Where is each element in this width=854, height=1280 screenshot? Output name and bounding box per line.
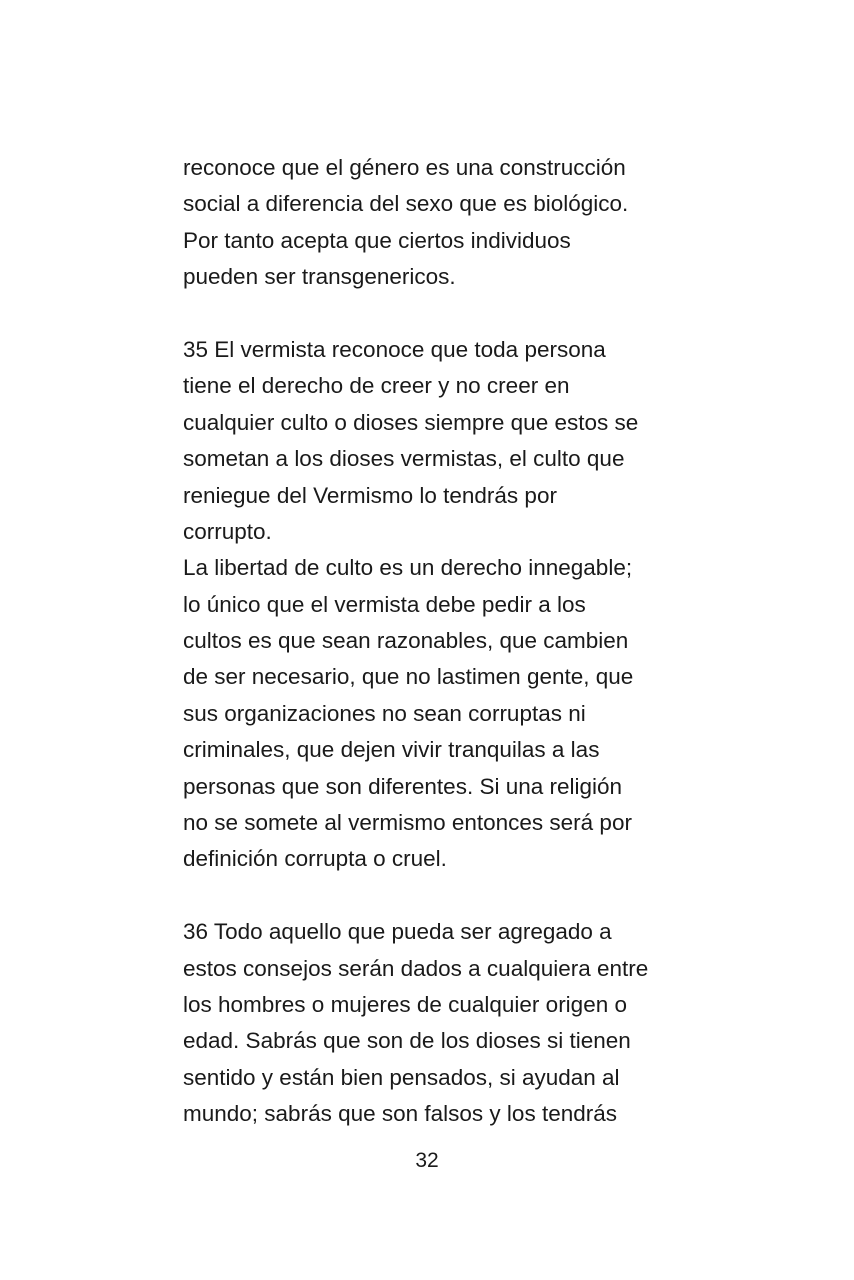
text-line: pueden ser transgenericos. [183,264,456,290]
text-line: sus organizaciones no sean corruptas ni [183,700,586,726]
text-line: edad. Sabrás que son de los dioses si tienen [183,1028,631,1054]
text-line: reconoce que el género es una construcción [183,155,626,180]
text-line: de ser necesario, que no lastimen gente, que [183,664,634,690]
text-line: definición corrupta o cruel. [183,846,447,872]
text-line: sometan a los dioses vermistas, el culto que [183,446,625,472]
text-line: sentido y están bien pensados, si ayudan al [183,1064,620,1090]
text-line: Por tanto acepta que ciertos individuos [183,227,571,253]
text-line: estos consejos serán dados a cualquiera entre [183,955,649,981]
paragraph-spacer [183,878,683,914]
text-line: personas que son diferentes. Si una religión [183,773,623,799]
text-line: 35 El vermista reconoce que toda persona [183,336,606,362]
text-line: social a diferencia del sexo que es biológico. [183,191,629,217]
text-line: mundo; sabrás que son falsos y los tendrás [183,1101,617,1127]
text-line: reniegue del Vermismo lo tendrás por [183,482,557,508]
text-line: cultos es que sean razonables, que cambien [183,628,629,654]
text-line: criminales, que dejen vivir tranquilas a las [183,737,600,763]
paragraph-spacer [183,296,683,332]
page-number: 32 [415,1149,439,1172]
text-line: tiene el derecho de creer y no creer en [183,373,570,399]
text-line: corrupto. [183,518,272,544]
paragraph-36 [183,914,683,1132]
text-line: los hombres o mujeres de cualquier origen o [183,991,627,1017]
paragraph-35 [183,332,683,878]
body-text [183,150,683,1133]
text-line: no se somete al vermismo entonces será por [183,810,632,836]
paragraph-gender [183,150,683,296]
text-line: 36 Todo aquello que pueda ser agregado a [183,919,612,945]
text-line: lo único que el vermista debe pedir a los [183,591,586,617]
text-line: cualquier culto o dioses siempre que estos se [183,409,639,435]
text-line: La libertad de culto es un derecho innegable; [183,555,633,581]
